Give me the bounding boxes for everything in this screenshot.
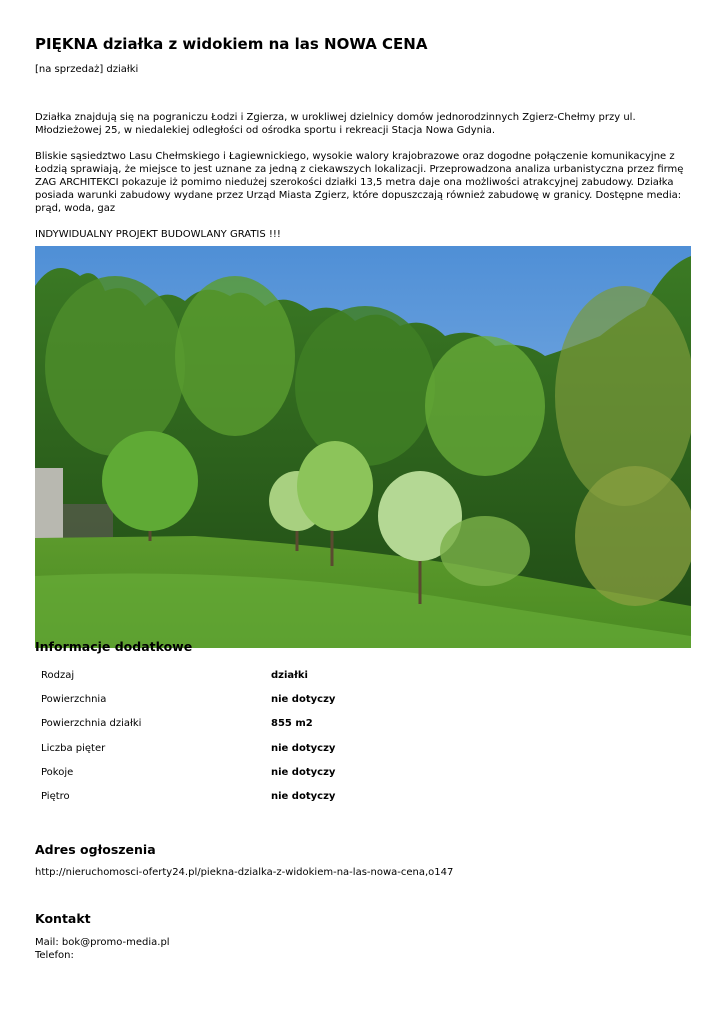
info-table: [35, 663, 595, 809]
table-row: [35, 736, 595, 760]
info-label: Piętro: [41, 791, 70, 803]
table-row: [35, 760, 595, 784]
table-row: [35, 687, 595, 711]
info-value: działki: [271, 669, 308, 681]
contact-phone: Telefon:: [35, 950, 74, 961]
table-row: [35, 712, 595, 736]
info-label: Liczba pięter: [41, 742, 106, 754]
table-row: [35, 784, 595, 808]
description-paragraph-promo: INDYWIDUALNY PROJEKT BUDOWLANY GRATIS !!!: [35, 229, 281, 240]
table-row: [35, 663, 595, 687]
listing-category: [na sprzedaż] działki: [35, 64, 139, 75]
info-heading: Informacje dodatkowe: [35, 639, 193, 654]
info-value: nie dotyczy: [271, 742, 336, 754]
info-label: Rodzaj: [41, 669, 75, 681]
description-paragraph-location: Działka znajdują się na pograniczu Łodzi i Zgierza, w urokliwej dzielnicy domów jednorodzinnych Zgierz-Chełmy przy ul. Młodzieżowej 25, w niedalekiej odległości od ośrodka sportu i rekreacji Stacja Nowa Gdynia.: [35, 112, 636, 136]
info-label: Pokoje: [41, 766, 74, 778]
info-value: nie dotyczy: [271, 791, 336, 803]
info-label: Powierzchnia działki: [41, 718, 142, 730]
listing-photo: [35, 246, 691, 648]
listing-url-link[interactable]: http://nieruchomosci-oferty24.pl/piekna-dzialka-z-widokiem-na-las-nowa-cena,o147: [35, 867, 454, 878]
contact-details: [35, 936, 170, 962]
listing-title: PIĘKNA działka z widokiem na las NOWA CENA: [35, 35, 428, 53]
info-value: nie dotyczy: [271, 693, 336, 705]
contact-mail: Mail: bok@promo-media.pl: [35, 937, 170, 948]
info-value: 855 m2: [271, 718, 313, 730]
info-value: nie dotyczy: [271, 766, 336, 778]
description-paragraph-details: Bliskie sąsiedztwo Lasu Chełmskiego i Łagiewnickiego, wysokie walory krajobrazowe oraz dogodne połączenie komunikacyjne z Łodzią sprawiają, że miejsce to jest uznane za jedną z ciekawszych lokalizacji. Przeprowadzona analiza urbanistyczna przez firmę ZAG ARCHITEKCI pokazuje iż pomimo niedużej szerokości działki 13,5 metra daje ona możliwości atrakcyjnej zabudowy. Działka posiada warunki zabudowy wydane przez Urząd Miasta Zgierz, które dopuszczają również zabudowę w granicy. Dostępne media: prąd, woda, gaz: [35, 151, 684, 214]
listing-description: [35, 111, 685, 254]
garden-forest-image: [35, 246, 691, 648]
info-label: Powierzchnia: [41, 693, 107, 705]
address-heading: Adres ogłoszenia: [35, 842, 156, 857]
contact-heading: Kontakt: [35, 911, 91, 926]
